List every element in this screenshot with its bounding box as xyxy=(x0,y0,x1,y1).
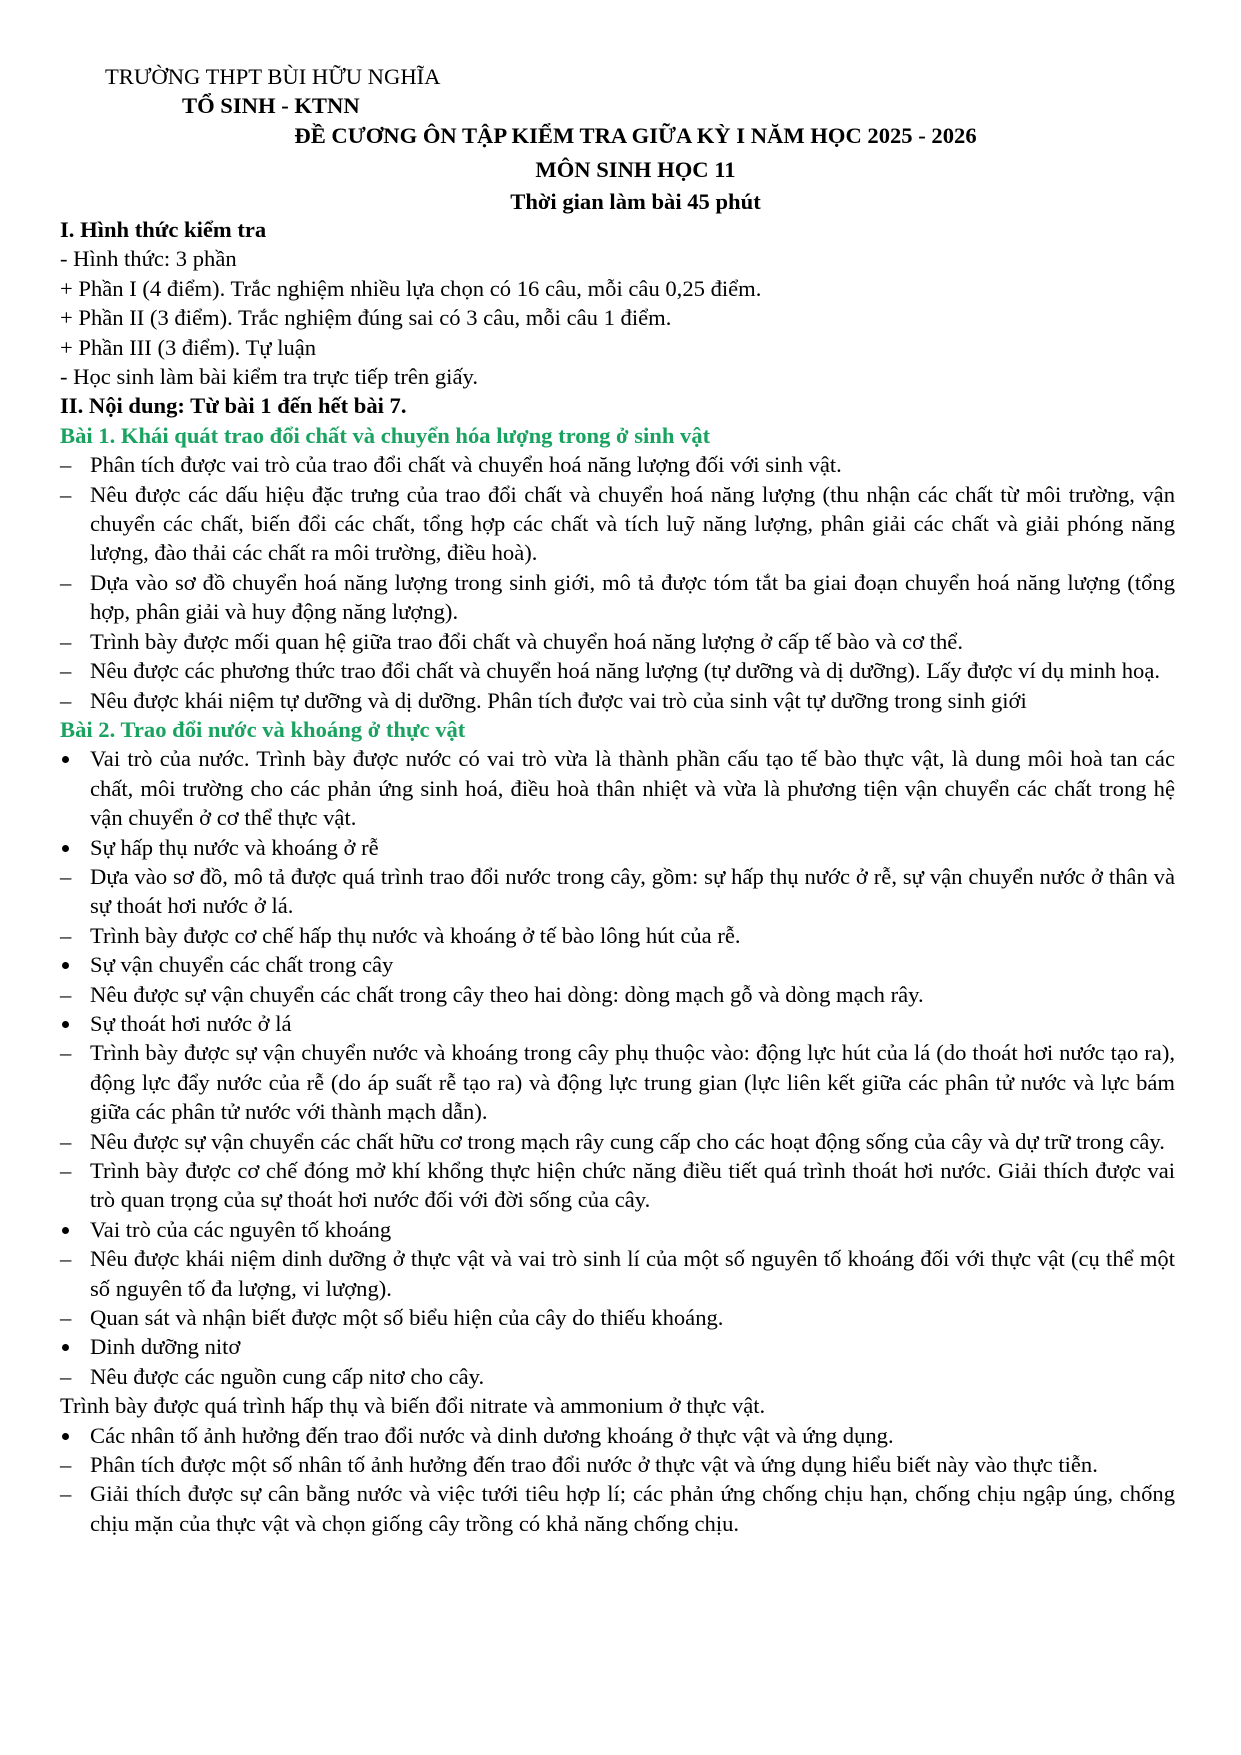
format-line: - Hình thức: 3 phần xyxy=(60,246,237,272)
item-text: Dinh dưỡng nitơ xyxy=(90,1334,241,1360)
bullet-item xyxy=(60,1332,1175,1361)
bullet-item xyxy=(60,744,1175,832)
dash-item xyxy=(60,1244,1175,1303)
format-line: + Phần II (3 điểm). Trắc nghiệm đúng sai có 3 câu, mỗi câu 1 điểm. xyxy=(60,305,672,331)
item-text: Nêu được các dấu hiệu đặc trưng của trao đổi chất và chuyển hoá năng lượng (thu nhận các chất từ môi trường, vận chuyển các chất, biến đổi các chất, tổng hợp các chất và tích luỹ năng lượng, phân giải các chất và giải phóng năng lượng, đào thải các chất ra môi trường, điều hoà). xyxy=(90,481,1175,566)
bullet-item xyxy=(60,1009,1175,1038)
dash-icon: – xyxy=(60,1158,72,1183)
section-heading: I. Hình thức kiểm tra xyxy=(60,217,267,242)
lesson-title: Bài 2. Trao đổi nước và khoáng ở thực vật xyxy=(60,716,466,742)
item-text: Dựa vào sơ đồ, mô tả được quá trình trao đổi nước trong cây, gồm: sự hấp thụ nước ở rễ, sự vận chuyển nước ở thân và sự thoát hơi nước ở lá. xyxy=(90,863,1175,919)
bullet-icon xyxy=(62,1344,69,1351)
item-text: Trình bày được cơ chế hấp thụ nước và khoáng ở tế bào lông hút của rễ. xyxy=(90,922,741,948)
bullet-item xyxy=(60,1421,1175,1450)
list-item: Trình bày được quá trình hấp thụ và biến đổi nitrate và ammonium ở thực vật. xyxy=(60,1393,766,1419)
format-line: - Học sinh làm bài kiểm tra trực tiếp trên giấy. xyxy=(60,364,478,390)
dash-item xyxy=(60,450,1175,479)
dash-icon: – xyxy=(60,1481,72,1507)
item-text: Dựa vào sơ đồ chuyển hoá năng lượng trong sinh giới, mô tả được tóm tắt ba giai đoạn chuyển hoá năng lượng (tổng hợp, phân giải và huy động năng lượng). xyxy=(90,569,1175,625)
item-text: Phân tích được một số nhân tố ảnh hưởng đến trao đổi nước ở thực vật và ứng dụng hiểu biết này vào thực tiễn. xyxy=(90,1452,1098,1478)
format-line: + Phần I (4 điểm). Trắc nghiệm nhiều lựa chọn có 16 câu, mỗi câu 0,25 điểm. xyxy=(60,275,762,301)
school-name: TRƯỜNG THPT BÙI HỮU NGHĨA xyxy=(105,64,441,89)
dash-item xyxy=(60,568,1175,627)
item-text: Nêu được sự vận chuyển các chất trong cây theo hai dòng: dòng mạch gỗ và dòng mạch rây. xyxy=(90,981,924,1007)
dash-icon: – xyxy=(60,687,72,713)
dash-item xyxy=(60,480,1175,568)
item-text: Sự vận chuyển các chất trong cây xyxy=(90,952,394,978)
item-text: Nêu được các phương thức trao đổi chất và chuyển hoá năng lượng (tự dưỡng và dị dưỡng). Lấy được ví dụ minh hoạ. xyxy=(90,658,1161,684)
dash-item xyxy=(60,627,1175,656)
dash-icon: – xyxy=(60,1128,72,1154)
item-text: Vai trò của nước. Trình bày được nước có vai trò vừa là thành phần cấu tạo tế bào thực vật, là dung môi hoà tan các chất, môi trường cho các phản ứng sinh hoá, điều hoà thân nhiệt và vừa là phương tiện vận chuyển các chất trong hệ vận chuyển ở cơ thể thực vật. xyxy=(90,746,1175,831)
bullet-icon xyxy=(62,845,69,852)
bullet-icon xyxy=(62,756,69,763)
item-text: Vai trò của các nguyên tố khoáng xyxy=(90,1216,392,1242)
lesson1-list xyxy=(60,450,1175,715)
dash-item xyxy=(60,656,1175,685)
bullet-item xyxy=(60,833,1175,862)
department-name: TỔ SINH - KTNN xyxy=(182,93,360,118)
dash-icon: – xyxy=(60,628,72,654)
bullet-item xyxy=(60,1215,1175,1244)
item-text: Quan sát và nhận biết được một số biểu hiện của cây do thiếu khoáng. xyxy=(90,1305,724,1331)
item-text: Nêu được các nguồn cung cấp nitơ cho cây. xyxy=(90,1363,485,1389)
dash-icon: – xyxy=(60,452,72,478)
section-heading: II. Nội dung: Từ bài 1 đến hết bài 7. xyxy=(60,393,407,419)
dash-icon: – xyxy=(60,1040,72,1066)
lesson-title: Bài 1. Khái quát trao đổi chất và chuyển hóa lượng trong ở sinh vật xyxy=(60,422,711,448)
dash-icon: – xyxy=(60,1452,72,1478)
dash-item xyxy=(60,686,1175,715)
item-text: Các nhân tố ảnh hưởng đến trao đổi nước và dinh dương khoáng ở thực vật và ứng dụng. xyxy=(90,1422,894,1448)
dash-icon: – xyxy=(60,569,72,595)
item-text: Sự thoát hơi nước ở lá xyxy=(90,1010,292,1036)
subject-title: MÔN SINH HỌC 11 xyxy=(535,157,736,182)
dash-item xyxy=(60,921,1175,950)
item-text: Trình bày được sự vận chuyển nước và khoáng trong cây phụ thuộc vào: động lực hút của lá (do thoát hơi nước tạo ra), động lực đẩy nước của rễ (do áp suất rễ tạo ra) và động lực trung gian (lực liên kết giữa các phân tử nước và lực bám giữa các phân tử nước với thành mạch dẫn). xyxy=(90,1040,1175,1125)
item-text: Phân tích được vai trò của trao đổi chất và chuyển hoá năng lượng đối với sinh vật. xyxy=(90,452,842,478)
bullet-icon xyxy=(62,1433,69,1440)
format-line: + Phần III (3 điểm). Tự luận xyxy=(60,334,317,360)
bullet-icon xyxy=(62,962,69,969)
item-text: Nêu được sự vận chuyển các chất hữu cơ trong mạch rây cung cấp cho các hoạt động sống của cây và dự trữ trong cây. xyxy=(90,1128,1165,1154)
bullet-icon xyxy=(62,1021,69,1028)
item-text: Giải thích được sự cân bằng nước và việc tưới tiêu hợp lí; các phản ứng chống chịu hạn, chống chịu ngập úng, chống chịu mặn của thực vật và chọn giống cây trồng có khả năng chống chịu. xyxy=(90,1481,1175,1536)
dash-item xyxy=(60,1127,1175,1156)
dash-item xyxy=(60,1303,1175,1332)
dash-icon: – xyxy=(60,1305,72,1331)
dash-icon: – xyxy=(60,922,72,948)
duration-line: Thời gian làm bài 45 phút xyxy=(510,189,761,214)
item-text: Nêu được khái niệm dinh dưỡng ở thực vật và vai trò sinh lí của một số nguyên tố khoáng đối với thực vật (cụ thể một số nguyên tố đa lượng, vi lượng). xyxy=(90,1246,1175,1301)
item-text: Trình bày được cơ chế đóng mở khí khổng thực hiện chức năng điều tiết quá trình thoát hơi nước. Giải thích được vai trò quan trọng của sự thoát hơi nước đối với đời sống của cây. xyxy=(90,1158,1175,1213)
dash-icon: – xyxy=(60,1246,72,1272)
item-text: Nêu được khái niệm tự dưỡng và dị dưỡng. Phân tích được vai trò của sinh vật tự dưỡng trong sinh giới xyxy=(90,687,1027,713)
bullet-icon xyxy=(62,1227,69,1234)
document-title: ĐỀ CƯƠNG ÔN TẬP KIỂM TRA GIỮA KỲ I NĂM HỌC 2025 - 2026 xyxy=(294,123,977,148)
dash-item xyxy=(60,862,1175,921)
dash-icon: – xyxy=(60,863,72,889)
item-text: Sự hấp thụ nước và khoáng ở rễ xyxy=(90,834,379,860)
dash-icon: – xyxy=(60,981,72,1007)
item-text: Trình bày được mối quan hệ giữa trao đổi chất và chuyển hoá năng lượng ở cấp tế bào và cơ thể. xyxy=(90,628,963,654)
dash-icon: – xyxy=(60,481,72,507)
document-body xyxy=(60,215,1175,1538)
dash-item xyxy=(60,1450,1175,1479)
dash-item xyxy=(60,1156,1175,1215)
dash-icon: – xyxy=(60,658,72,684)
bullet-item xyxy=(60,950,1175,979)
dash-item xyxy=(60,1362,1175,1391)
dash-item xyxy=(60,1038,1175,1126)
lesson2-list xyxy=(60,744,1175,1538)
dash-item xyxy=(60,1479,1175,1538)
dash-item xyxy=(60,980,1175,1009)
dash-icon: – xyxy=(60,1363,72,1389)
